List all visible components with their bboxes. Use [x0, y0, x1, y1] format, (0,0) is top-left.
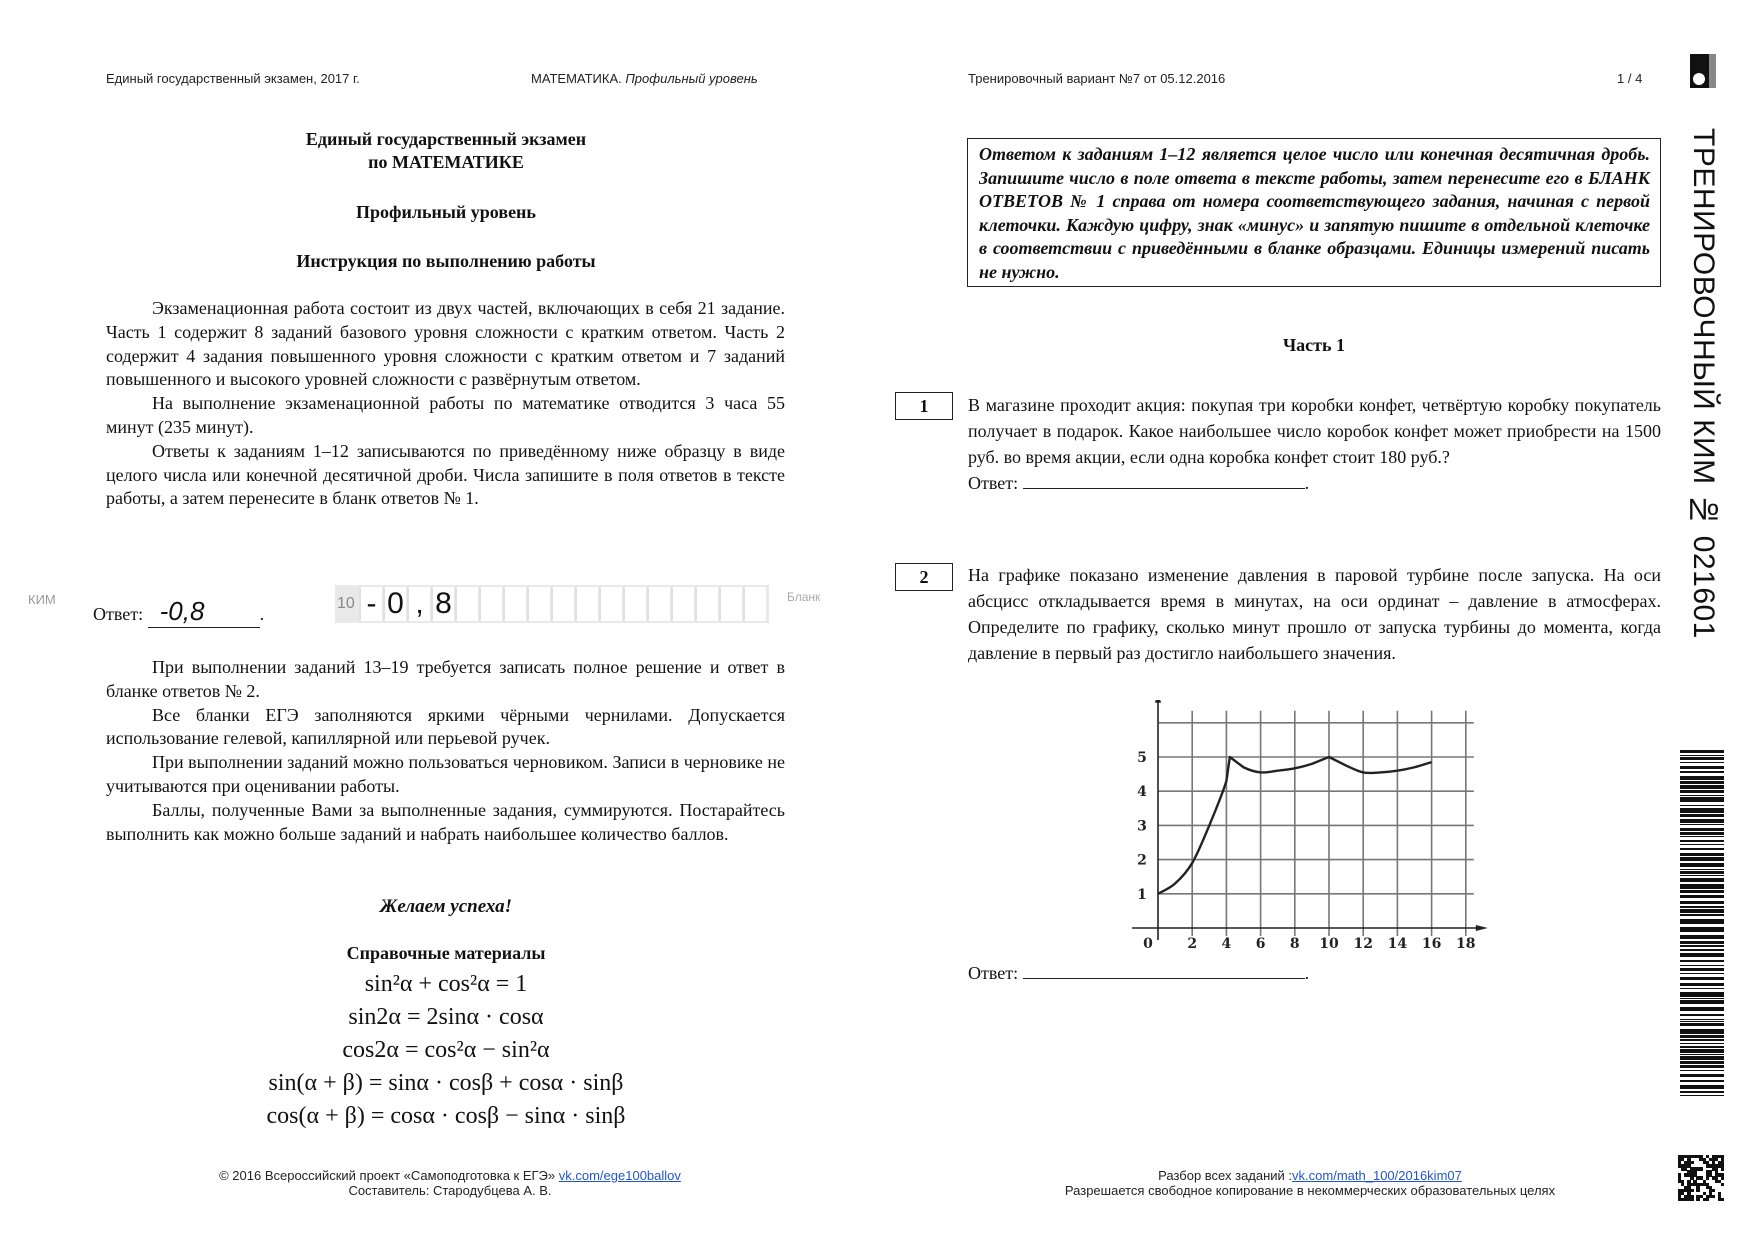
exam-level: Профильный уровень: [356, 202, 536, 222]
chart-axes: [1132, 700, 1488, 940]
barcode-bar: [1680, 988, 1724, 989]
x-tick-label: 16: [1421, 936, 1442, 952]
barcode-bar: [1680, 919, 1724, 924]
barcode-bar: [1680, 771, 1724, 773]
header-level: Профильный уровень: [625, 71, 758, 86]
blank-cell: [719, 587, 742, 621]
formula: cos2α = cos²α − sin²α: [342, 1037, 550, 1063]
barcode-bar: [1680, 863, 1724, 867]
exam-title-line2: по МАТЕМАТИКЕ: [368, 152, 524, 172]
footer-left: [150, 1168, 750, 1198]
y-tick-label: 1: [1137, 886, 1147, 903]
sample-blank-prefix: 10: [337, 595, 355, 612]
chart-grid: [1158, 711, 1474, 936]
formula: sin2α = 2sinα · cosα: [348, 1004, 544, 1030]
kim-label: КИМ: [28, 592, 56, 607]
barcode-bar: [1680, 935, 1724, 939]
blank-cell: [671, 587, 694, 621]
barcode-bar: [1680, 795, 1724, 796]
formula: sin(α + β) = sinα · cosβ + cosα · sinβ: [268, 1070, 624, 1096]
footer-author: Составитель: Стародубцева А. В.: [348, 1183, 552, 1198]
y-tick-label: 2: [1137, 852, 1147, 869]
barcode-bar: [1680, 1029, 1724, 1034]
blank-cell: [503, 587, 526, 621]
barcode-bar: [1680, 828, 1724, 831]
reference-title: Справочные материалы: [346, 943, 546, 963]
barcode-bar: [1680, 878, 1724, 882]
barcode-bar: [1680, 871, 1724, 874]
sample-blank-grid: [335, 585, 769, 623]
barcode-bar: [1680, 965, 1724, 966]
instructions-bottom: [106, 656, 785, 846]
barcode-bar: [1680, 1085, 1724, 1089]
task-number-box: 1: [895, 392, 953, 420]
formulas: [106, 968, 786, 1133]
chart-ticks: [1137, 750, 1475, 952]
barcode-bar: [1680, 824, 1724, 825]
barcode-bar: [1680, 992, 1724, 997]
qr-module: [1690, 1189, 1693, 1192]
blank-cell: [479, 587, 502, 621]
corner-marker-icon: [1690, 54, 1716, 88]
qr-module: [1706, 1198, 1709, 1201]
qr-module: [1721, 1167, 1724, 1170]
page-number: 1 / 4: [1617, 71, 1643, 86]
barcode-bar: [1680, 1074, 1724, 1077]
barcode-bar: [1680, 890, 1724, 893]
barcode-bar: [1680, 998, 1724, 999]
barcode-bar: [1680, 1095, 1724, 1096]
qr-module: [1721, 1183, 1724, 1186]
barcode-bar: [1680, 1007, 1724, 1011]
y-tick-label: 4: [1137, 784, 1147, 801]
barcode-bar: [1680, 776, 1724, 780]
barcode-bar: [1680, 914, 1724, 916]
answer-label: Ответ:: [968, 473, 1019, 493]
qr-module: [1699, 1167, 1702, 1170]
barcode-bar: [1680, 983, 1724, 986]
exam-title-line1: Единый государственный экзамен: [305, 129, 587, 149]
barcode-bar: [1680, 1035, 1724, 1038]
barcode-bar: [1680, 766, 1724, 769]
barcode-bar: [1680, 762, 1724, 763]
barcode-bar: [1680, 853, 1724, 856]
barcode-icon: [1680, 750, 1724, 1100]
answer-field[interactable]: [1023, 470, 1305, 489]
barcode-bar: [1680, 819, 1724, 823]
barcode-bar: [1680, 901, 1724, 904]
x-tick-label: 14: [1387, 936, 1408, 952]
barcode-bar: [1680, 757, 1724, 760]
instruction-paragraph: Баллы, полученные Вами за выполненные задания, суммируются. Постарайтесь выполнить как можно больше заданий и набрать наибольшее количество баллов.: [106, 799, 785, 844]
y-tick-label: 3: [1137, 818, 1147, 835]
vertical-kim-label: ТРЕНИРОВОЧНЫЙ КИМ № 021601: [1687, 128, 1720, 639]
task-2-answer: Ответ: .: [968, 960, 1661, 986]
blank-cell: [599, 587, 622, 621]
wish-text: Желаем успеха!: [379, 896, 513, 917]
barcode-bar: [1680, 973, 1724, 974]
barcode-bar: [1680, 1043, 1724, 1044]
x-tick-label: 18: [1456, 936, 1476, 952]
barcode-bar: [1680, 1019, 1724, 1020]
task-number-box: 2: [895, 563, 953, 591]
task-text: На графике показано изменение давления в паровой турбине после запуска. На оси абсцисс откладывается время в минутах, на оси ординат – давление в атмосферах. Определите по графику, сколько минут прошло от запуска турбины до момента, когда давление в первый раз достигло наибольшего значения.: [968, 565, 1661, 663]
qr-module: [1712, 1195, 1715, 1198]
barcode-bar: [1680, 949, 1724, 951]
barcode-bar: [1680, 895, 1724, 898]
barcode-bar: [1680, 840, 1724, 842]
barcode-bar: [1680, 1054, 1724, 1055]
blank-cell: [575, 587, 598, 621]
qr-module: [1690, 1161, 1693, 1164]
instruction-paragraph: На выполнение экзаменационной работы по математике отводится 3 часа 55 минут (235 минут).: [106, 393, 785, 437]
barcode-bar: [1680, 797, 1724, 802]
barcode-bar: [1680, 1056, 1724, 1060]
blank-cell: [527, 587, 550, 621]
barcode-bar: [1680, 785, 1724, 789]
y-tick-label: 5: [1137, 750, 1147, 766]
barcode-bar: [1680, 945, 1724, 947]
pressure-chart: [1110, 700, 1510, 960]
barcode-bar: [1680, 836, 1724, 837]
answer-notice-box: Ответом к заданиям 1–12 является целое число или конечная десятичная дробь. Запишите число в поле ответа в тексте работы, затем перенесите его в БЛАНК ОТВЕТОВ № 1 справа от номера соответствующего задания, начиная с первой клеточки. Каждую цифру, знак «минус» и запятую пишите в отдельной клеточке в соответствии с приведёнными в бланке образцами. Единицы измерений писать не нужно.: [967, 138, 1661, 287]
footer-right: [1000, 1168, 1620, 1198]
barcode-bar: [1680, 832, 1724, 835]
header-subject: [531, 71, 758, 86]
x-tick-label: 10: [1319, 936, 1339, 952]
barcode-bar: [1680, 857, 1724, 861]
blank-cell: [743, 587, 766, 621]
x-tick-label: 6: [1255, 936, 1266, 952]
formula: cos(α + β) = cosα · cosβ − sinα · sinβ: [266, 1103, 626, 1129]
blank-cell: ,: [407, 587, 430, 621]
sample-answer-value: -0,8: [148, 596, 260, 628]
qr-module: [1721, 1176, 1724, 1179]
y-axis-arrow-icon: [1155, 700, 1161, 703]
answer-field[interactable]: [1023, 960, 1305, 979]
part-title: Часть 1: [1282, 335, 1346, 355]
barcode-bar: [1680, 750, 1724, 753]
x-tick-label: 12: [1353, 936, 1373, 952]
barcode-bar: [1680, 1023, 1724, 1026]
barcode-bar: [1680, 1070, 1724, 1071]
instruction-paragraph: Все бланки ЕГЭ заполняются яркими чёрными чернилами. Допускается использование гелевой, капиллярной или перьевой ручек.: [106, 704, 785, 749]
formula: sin²α + cos²α = 1: [364, 971, 528, 997]
barcode-bar: [1680, 1091, 1724, 1093]
header-exam-title: Единый государственный экзамен, 2017 г.: [106, 71, 360, 86]
task-2: [968, 562, 1661, 666]
barcode-bar: [1680, 755, 1724, 756]
x-axis-arrow-icon: [1476, 925, 1488, 931]
blank-cell: 0: [383, 587, 406, 621]
barcode-bar: [1680, 953, 1724, 957]
barcode-bar: [1680, 869, 1724, 870]
barcode-bar: [1680, 1000, 1724, 1004]
footer-link-math100[interactable]: vk.com/math_100/2016kim07: [1292, 1168, 1462, 1183]
footer-license: Разрешается свободное копирование в некоммерческих образовательных целях: [1064, 1183, 1556, 1198]
answer-label: Ответ:: [968, 963, 1019, 983]
task-text: В магазине проходит акция: покупая три коробки конфет, четвёртую коробку покупатель получает в подарок. Какое наибольшее число коробок конфет может приобрести на 1500 руб. во время акции, если одна коробка конфет стоит 180 руб.?: [968, 395, 1661, 467]
barcode-bar: [1680, 1021, 1724, 1022]
instructions-title: Инструкция по выполнению работы: [296, 251, 596, 271]
x-tick-label: 8: [1289, 936, 1300, 952]
qr-module: [1696, 1189, 1699, 1192]
barcode-bar: [1680, 909, 1724, 913]
instruction-paragraph: Экзаменационная работа состоит из двух частей, включающих в себя 21 задание. Часть 1 содержит 8 заданий базового уровня сложности с кратким ответом. Часть 2 содержит 4 задания повышенного уровня сложности с кратким ответом и 7 заданий повышенного и высокого уровней сложности с развёрнутым ответом.: [106, 298, 785, 390]
qr-module: [1721, 1198, 1724, 1201]
qr-module: [1696, 1198, 1699, 1201]
blank-cell: -: [359, 587, 382, 621]
header-subject-name: МАТЕМАТИКА.: [531, 71, 622, 86]
sample-blank-cells: [359, 587, 767, 621]
barcode-bar: [1680, 814, 1724, 817]
barcode-bar: [1680, 781, 1724, 784]
x-tick-label: 2: [1187, 936, 1198, 952]
x-tick-label: 4: [1221, 936, 1232, 952]
task-answer: Ответ: .: [968, 470, 1661, 496]
qr-module: [1706, 1176, 1709, 1179]
instructions-top: [106, 297, 785, 511]
barcode-bar: [1680, 875, 1724, 876]
blank-cell: [647, 587, 670, 621]
barcode-bar: [1680, 941, 1724, 944]
barcode-bar: [1680, 848, 1724, 850]
barcode-bar: [1680, 977, 1724, 980]
x-tick-label: 0: [1143, 936, 1153, 952]
instruction-paragraph: При выполнении заданий можно пользоваться черновиком. Записи в черновике не учитываются при оценивании работы.: [106, 752, 785, 796]
blank-cell: [551, 587, 574, 621]
barcode-bar: [1680, 1039, 1724, 1041]
instruction-paragraph: При выполнении заданий 13–19 требуется записать полное решение и ответ в бланке ответов № 2.: [106, 657, 785, 701]
footer-solutions-label: Разбор всех заданий :: [1158, 1168, 1293, 1183]
barcode-bar: [1680, 960, 1724, 962]
barcode-bar: [1680, 805, 1724, 806]
barcode-bar: [1680, 884, 1724, 889]
barcode-bar: [1680, 790, 1724, 793]
header-variant: Тренировочный вариант №7 от 05.12.2016: [968, 71, 1226, 86]
barcode-bar: [1680, 1061, 1724, 1064]
sample-answer-label: Ответ:: [93, 604, 144, 624]
sample-answer: Ответ: -0,8 .: [93, 596, 265, 626]
blank-cell: [695, 587, 718, 621]
barcode-bar: [1680, 844, 1724, 845]
barcode-bar: [1680, 1046, 1724, 1048]
blank-cell: [623, 587, 646, 621]
qr-code-icon: [1678, 1155, 1724, 1201]
exam-title: [106, 128, 786, 174]
barcode-bar: [1680, 1080, 1724, 1082]
qr-module: [1712, 1189, 1715, 1192]
blank-cell: [455, 587, 478, 621]
footer-copyright: © 2016 Всероссийский проект «Самоподготовка к ЕГЭ»: [219, 1168, 556, 1183]
task-1: [968, 392, 1661, 496]
barcode-bar: [1680, 1014, 1724, 1016]
barcode-bar: [1680, 808, 1724, 813]
blank-cell: 8: [431, 587, 454, 621]
barcode-bar: [1680, 968, 1724, 971]
instruction-paragraph: Ответы к заданиям 1–12 записываются по приведённому ниже образцу в виде целого числа или конечной десятичной дроби. Числа запишите в поля ответов в тексте работы, а затем перенесите в бланк ответов № 1.: [106, 440, 785, 509]
footer-link-ege100[interactable]: vk.com/ege100ballov: [558, 1168, 681, 1183]
barcode-bar: [1680, 927, 1724, 932]
barcode-bar: [1680, 1065, 1724, 1068]
blank-label: Бланк: [787, 590, 821, 604]
barcode-bar: [1680, 1049, 1724, 1053]
barcode-bar: [1680, 906, 1724, 908]
qr-module: [1690, 1198, 1693, 1201]
